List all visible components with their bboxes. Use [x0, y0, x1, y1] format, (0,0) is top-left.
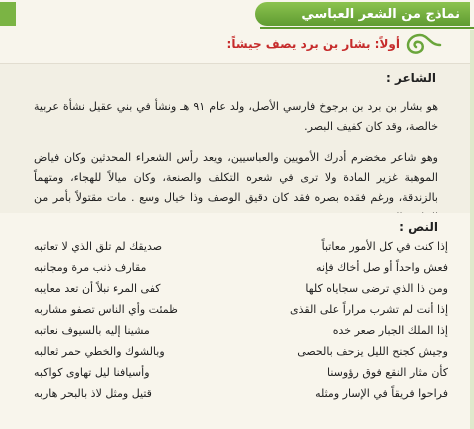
header-bar — [255, 2, 470, 26]
verse-second-hemistich: وبالشوك والخطي حمر ثعالبه — [34, 345, 165, 358]
verse-first-hemistich: إذا كنت في كل الأمور معاتباً — [321, 240, 448, 253]
verse-first-hemistich: فراحوا فريقاً في الإسار ومثله — [315, 387, 448, 400]
verse — [34, 341, 448, 362]
verse — [34, 236, 448, 257]
poet-paragraph-1: هو بشار بن برد بن برجوخ فارسي الأصل، ولد عام ٩١ هـ ونشأ في بني عقيل نشأة عربية خالصة، وقد كان كفيف البصر. — [34, 100, 438, 133]
page-edge-bar — [470, 30, 474, 429]
section-title: أولاً: بشار بن برد يصف جيشاً: — [226, 37, 400, 51]
poem — [34, 236, 448, 404]
verse-first-hemistich: إذا أنت لم تشرب مراراً على القذى — [290, 303, 448, 316]
verse — [34, 383, 448, 404]
verse-first-hemistich: وجيش كجنح الليل يزحف بالحصى — [297, 345, 448, 358]
verse — [34, 362, 448, 383]
poet-label: الشاعر : — [386, 71, 436, 85]
verse-second-hemistich: مشينا إليه بالسيوف نعاتبه — [34, 324, 150, 337]
poem-label: النص : — [399, 220, 438, 234]
spiral-ornament-icon — [400, 27, 442, 61]
left-ribbon — [0, 2, 16, 26]
verse-first-hemistich: ومن ذا الذي ترضى سجاياه كلها — [305, 282, 448, 295]
verse-second-hemistich: قتيل ومثل لاذ بالبحر هاربه — [34, 387, 152, 400]
verse-second-hemistich: مقارف ذنب مرة ومجانبه — [34, 261, 147, 274]
verse-first-hemistich: إذا الملك الجبار صعر خده — [332, 324, 448, 337]
page-title: نماذج من الشعر العباسي — [301, 6, 460, 22]
verse-first-hemistich: فعش واحداً أو صل أخاك فإنه — [316, 261, 448, 274]
verse-second-hemistich: صديقك لم تلق الذي لا تعاتبه — [34, 240, 163, 253]
verse — [34, 278, 448, 299]
verse-second-hemistich: كفى المرء نبلاً أن تعد معايبه — [34, 282, 161, 295]
poet-paragraph-2: وهو شاعر مخضرم أدرك الأمويين والعباسيين، ويعد رأس الشعراء المحدثين وكان فياض الموهبة غزير المادة ولا ترى في شعره التكلف والصنعة، وكان ميالاً للهجاء، ومتهماً بالزندقة، ورغم فقده بصره فقد كان دقيق الوصف وذا خيال وسع . مات مقتولاً بأمر من — [34, 151, 438, 204]
verse — [34, 320, 448, 341]
verse — [34, 257, 448, 278]
verse-first-hemistich: كأن مثار النقع فوق رؤوسنا — [327, 366, 448, 379]
verse-second-hemistich: وأسيافنا ليل تهاوى كواكبه — [34, 366, 150, 379]
verse — [34, 299, 448, 320]
verse-second-hemistich: ظمئت وأي الناس تصفو مشاربه — [34, 303, 178, 316]
